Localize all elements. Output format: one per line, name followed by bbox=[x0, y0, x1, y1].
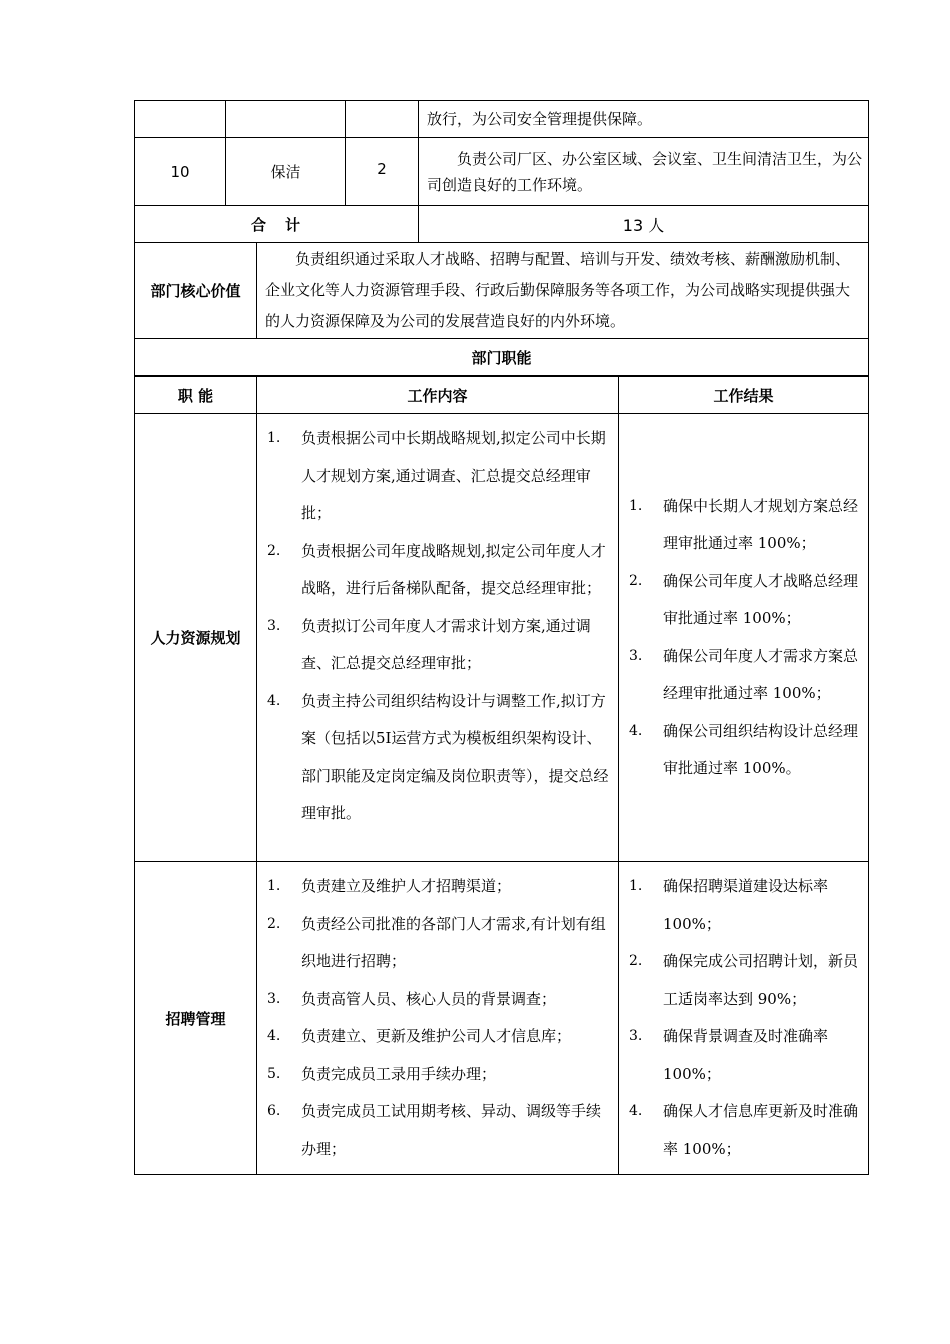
header-content: 工作内容 bbox=[257, 377, 619, 414]
row-no: 10 bbox=[135, 138, 226, 206]
row-count: 2 bbox=[346, 138, 419, 206]
list-item: 3. 确保背景调查及时准确率100%； bbox=[629, 1027, 829, 1083]
list-item: 1. 负责建立及维护人才招聘渠道； bbox=[267, 877, 512, 895]
header-function: 职 能 bbox=[135, 377, 257, 414]
function-content bbox=[257, 862, 619, 1175]
list-item: 3. 负责高管人员、核心人员的背景调查； bbox=[267, 989, 557, 1008]
table-row bbox=[135, 101, 869, 138]
table-row bbox=[135, 138, 869, 206]
list-item: 4. 负责建立、更新及维护公司人才信息库； bbox=[267, 1027, 572, 1045]
row-count bbox=[346, 101, 419, 138]
row-duty: 负责公司厂区、办公室区域、会议室、卫生间清洁卫生，为公司创造良好的工作环境。 bbox=[419, 138, 869, 206]
result-list bbox=[619, 862, 868, 1174]
functions-title-row bbox=[135, 339, 869, 376]
list-item: 1. 确保中长期人才规划方案总经理审批通过率 100%； bbox=[629, 496, 859, 552]
list-item: 2. 确保公司年度人才战略总经理审批通过率 100%； bbox=[629, 571, 859, 627]
function-result bbox=[619, 414, 869, 862]
core-value-text: 负责组织通过采取人才战略、招聘与配置、培训与开发、绩效考核、薪酬激励机制、企业文化等人力资源管理手段、行政后勤保障服务等各项工作，为公司战略实现提供强大的人力资源保障及为公司的发展营造良好的内外环境。 bbox=[257, 243, 869, 339]
list-item: 4. 确保公司组织结构设计总经理审批通过率 100%。 bbox=[629, 721, 859, 777]
list-item: 4. 确保人才信息库更新及时准确率 100%； bbox=[629, 1102, 859, 1158]
row-no bbox=[135, 101, 226, 138]
header-row bbox=[135, 377, 869, 414]
row-post: 保洁 bbox=[226, 138, 346, 206]
row-duty: 放行，为公司安全管理提供保障。 bbox=[419, 101, 869, 138]
list-item: 2. 负责根据公司年度战略规划,拟定公司年度人才战略，进行后备梯队配备，提交总经理审批； bbox=[267, 541, 606, 597]
list-item: 3. 确保公司年度人才需求方案总经理审批通过率 100%； bbox=[629, 646, 859, 702]
total-row bbox=[135, 206, 869, 243]
core-value-row bbox=[135, 243, 869, 339]
list-item: 3. 负责拟订公司年度人才需求计划方案,通过调查、汇总提交总经理审批； bbox=[267, 616, 591, 672]
result-list bbox=[619, 482, 868, 794]
function-name: 人力资源规划 bbox=[135, 414, 257, 862]
function-row bbox=[135, 862, 869, 1175]
list-item: 6. 负责完成员工试用期考核、异动、调级等手续办理； bbox=[267, 1102, 602, 1158]
core-value-label: 部门核心价值 bbox=[135, 243, 257, 339]
content-list bbox=[257, 414, 618, 839]
total-value: 13 人 bbox=[419, 206, 869, 243]
list-item: 1. 确保招聘渠道建设达标率100%； bbox=[629, 877, 829, 933]
row-post bbox=[226, 101, 346, 138]
functions-title: 部门职能 bbox=[135, 339, 869, 376]
list-item: 2. 确保完成公司招聘计划，新员工适岗率达到 90%； bbox=[629, 952, 859, 1008]
list-item: 1. 负责根据公司中长期战略规划,拟定公司中长期人才规划方案,通过调查、汇总提交总经理审批； bbox=[267, 429, 606, 522]
list-item: 2. 负责经公司批准的各部门人才需求,有计划有组织地进行招聘； bbox=[267, 914, 606, 970]
function-name: 招聘管理 bbox=[135, 862, 257, 1175]
staffing-table bbox=[134, 100, 869, 243]
list-item: 4. 负责主持公司组织结构设计与调整工作,拟订方案（包括以5I运营方式为模板组织架构设计、部门职能及定岗定编及岗位职责等），提交总经理审批。 bbox=[267, 691, 609, 822]
function-row bbox=[135, 414, 869, 862]
function-content bbox=[257, 414, 619, 862]
list-item: 5. 负责完成员工录用手续办理； bbox=[267, 1064, 497, 1083]
functions-table bbox=[134, 376, 869, 1175]
header-result: 工作结果 bbox=[619, 377, 869, 414]
function-result bbox=[619, 862, 869, 1175]
core-value-table bbox=[134, 242, 869, 376]
content-list bbox=[257, 862, 618, 1174]
total-label: 合 计 bbox=[135, 206, 419, 243]
